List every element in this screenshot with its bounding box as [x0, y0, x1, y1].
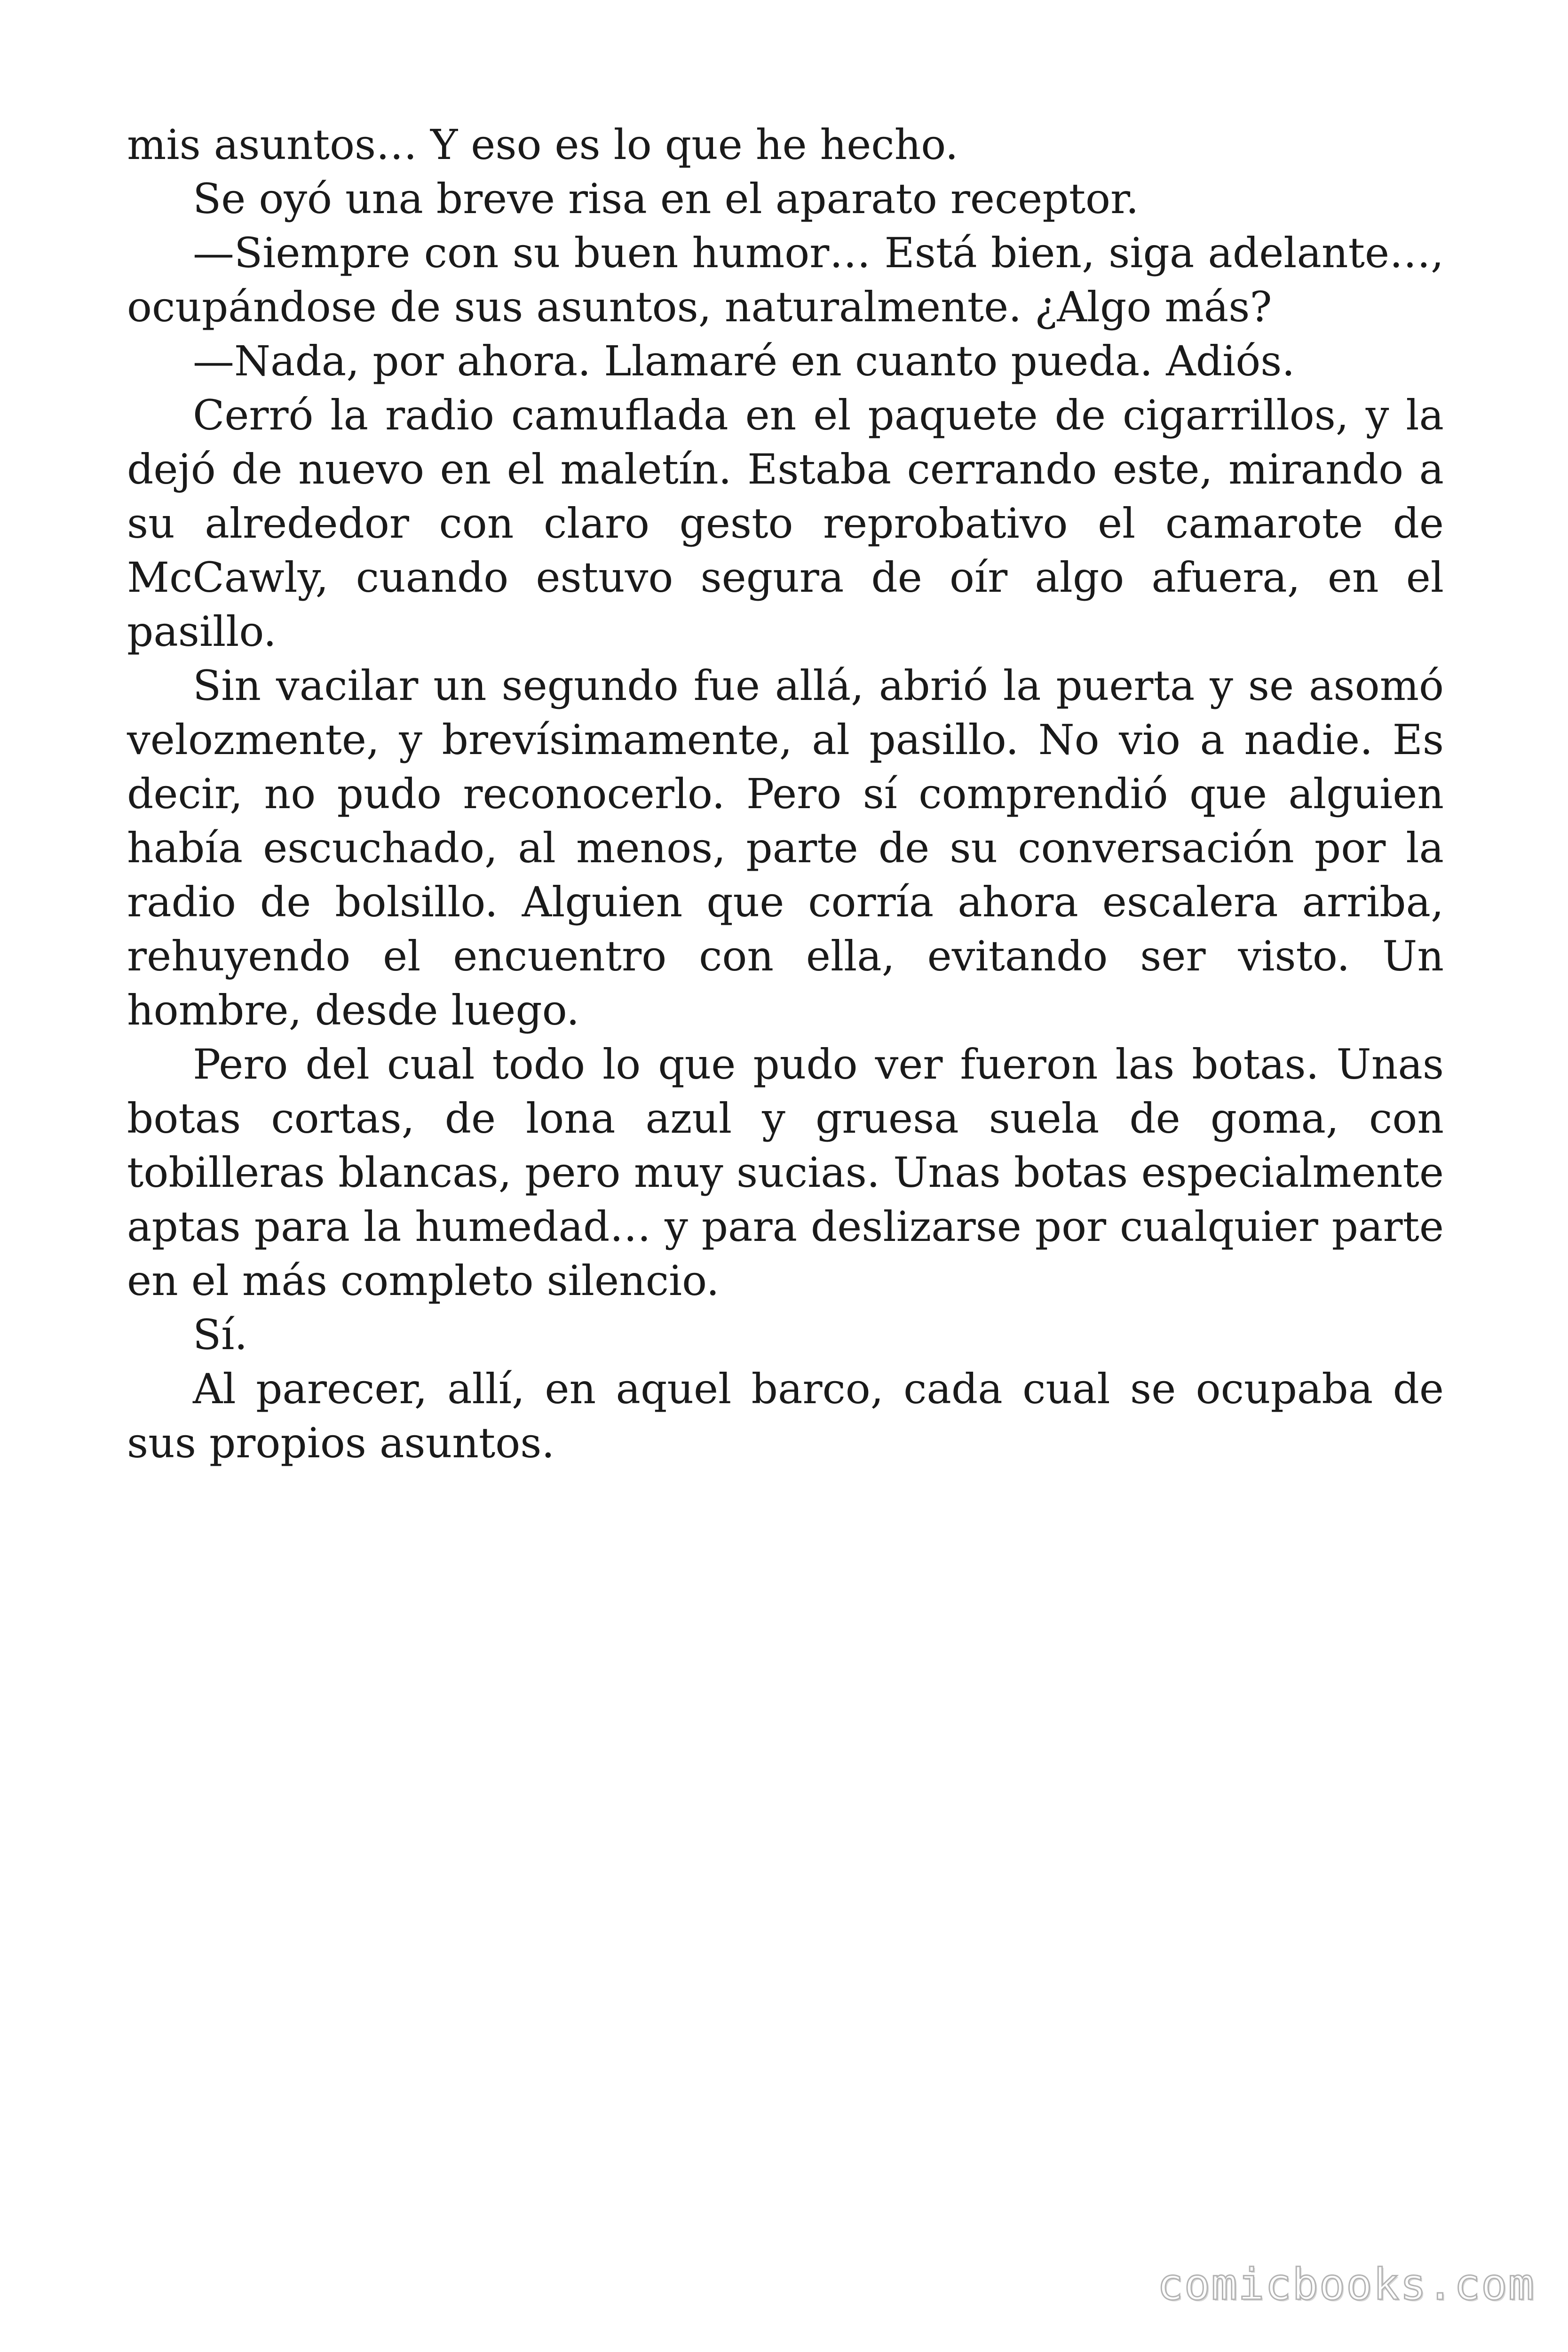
paragraph-3: —Siempre con su buen humor… Está bien, siga adelante…, ocupándose de sus asuntos, naturalmente. ¿Algo más?: [127, 229, 1444, 331]
paragraph-4: —Nada, por ahora. Llamaré en cuanto pueda. Adiós.: [193, 337, 1295, 385]
watermark: comicbooks.com: [1157, 2259, 1535, 2310]
paragraph-2: Se oyó una breve risa en el aparato receptor.: [193, 175, 1139, 223]
paragraph-9: Al parecer, allí, en aquel barco, cada cual se ocupaba de sus propios asuntos.: [127, 1365, 1444, 1467]
paragraph-7: Pero del cual todo lo que pudo ver fueron las botas. Unas botas cortas, de lona azul y gruesa suela de goma, con tobilleras blancas, pero muy sucias. Unas botas especialmente aptas para la humedad… y para deslizarse por cualquier parte en el más completo silencio.: [127, 1040, 1444, 1305]
page-body: [127, 118, 1444, 1470]
paragraph-1: mis asuntos… Y eso es lo que he hecho.: [127, 120, 958, 169]
paragraph-6: Sin vacilar un segundo fue allá, abrió la puerta y se asomó velozmente, y brevísimamente, al pasillo. No vio a nadie. Es decir, no pudo reconocerlo. Pero sí comprendió que alguien había escuchado, al menos, parte de su conversación por la radio de bolsillo. Alguien que corría ahora escalera arriba, rehuyendo el encuentro con ella, evitando ser visto. Un hombre, desde luego.: [127, 661, 1444, 1034]
paragraph-5: Cerró la radio camuflada en el paquete de cigarrillos, y la dejó de nuevo en el maletín. Estaba cerrando este, mirando a su alrededor con claro gesto reprobativo el camarote de McCawly, cuando estuvo segura de oír algo afuera, en el pasillo.: [127, 391, 1444, 656]
paragraph-8: Sí.: [193, 1311, 248, 1359]
